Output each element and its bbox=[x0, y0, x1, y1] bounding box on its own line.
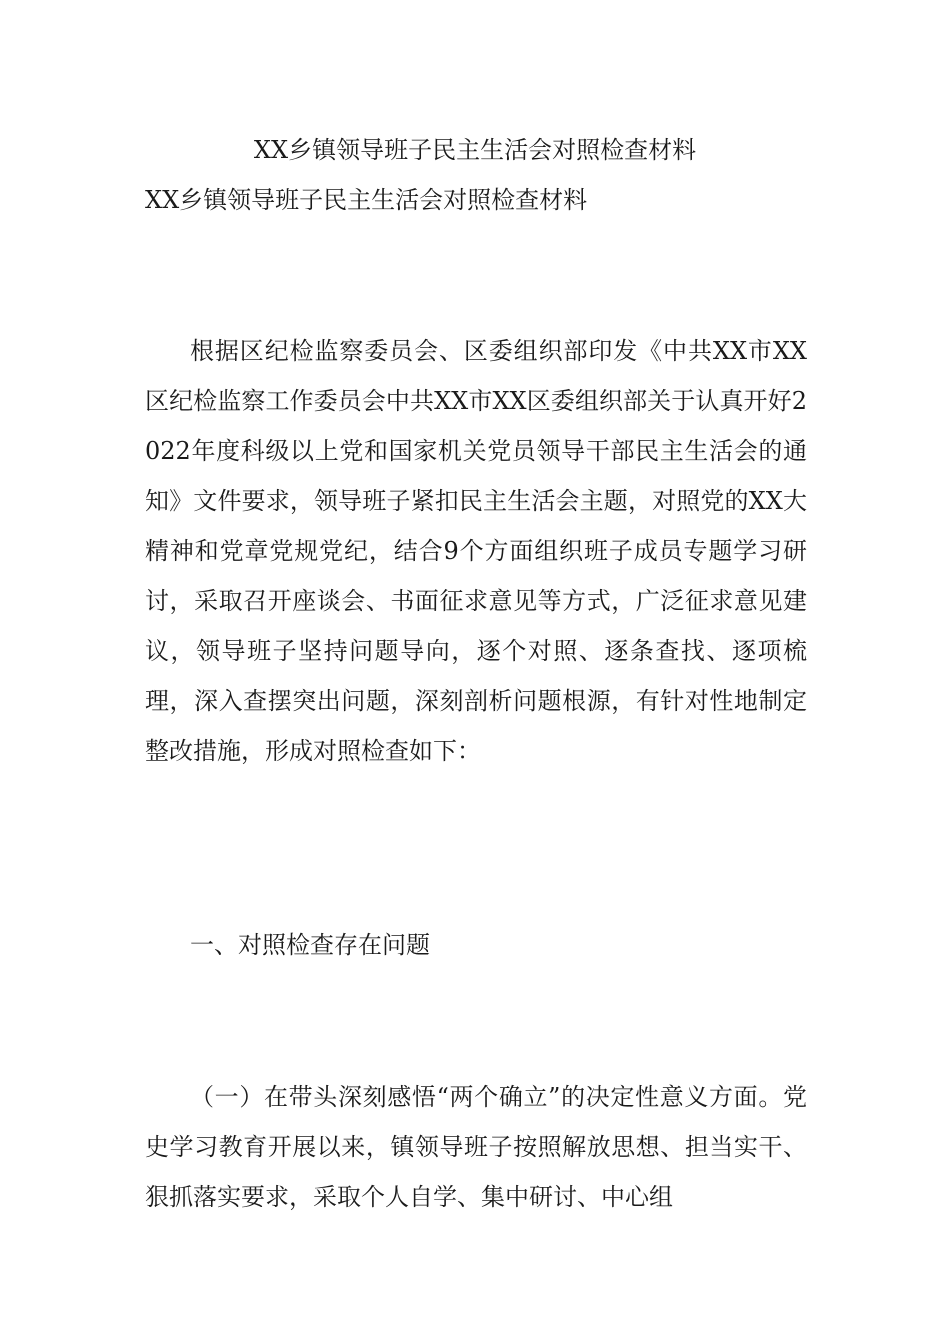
intro-paragraph: 根据区纪检监察委员会、区委组织部印发《中共XX市XX区纪检监察工作委员会中共XX市XX区委组织部关于认真开好2022年度科级以上党和国家机关党员领导干部民主生活会的通知》文件要求，领导班子紧扣民主生活会主题，对照党的XX大精神和党章党规党纪，结合9个方面组织班子成员专题学习研讨，采取召开座谈会、书面征求意见等方式，广泛征求意见建议，领导班子坚持问题导向，逐个对照、逐条查找、逐项梳理，深入查摆突出问题，深刻剖析问题根源，有针对性地制定整改措施，形成对照检查如下： bbox=[145, 337, 807, 765]
document-title: XX乡镇领导班子民主生活会对照检查材料 bbox=[253, 136, 697, 164]
document-subtitle: XX乡镇领导班子民主生活会对照检查材料 bbox=[145, 186, 588, 214]
section-heading: 一、对照检查存在问题 bbox=[190, 931, 430, 959]
section-paragraph: （一）在带头深刻感悟“两个确立”的决定性意义方面。党史学习教育开展以来，镇领导班子按照解放思想、担当实干、狠抓落实要求，采取个人自学、集中研讨、中心组 bbox=[145, 1083, 807, 1211]
